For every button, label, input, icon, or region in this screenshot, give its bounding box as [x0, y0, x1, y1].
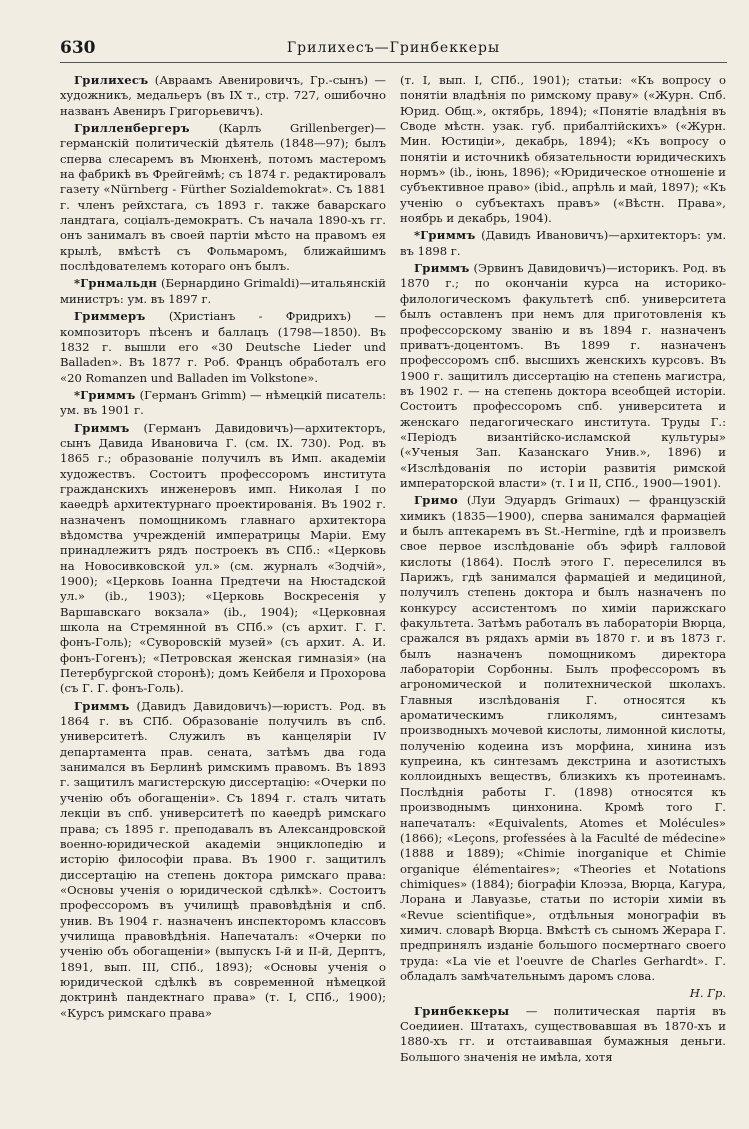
entry-headword: Гринбеккеры — [414, 1003, 510, 1018]
entry — [60, 73, 386, 119]
entry-headword: Грилленбергеръ — [74, 121, 190, 136]
entry — [400, 228, 726, 259]
entry-continuation — [400, 73, 726, 226]
entry — [60, 699, 386, 1021]
entry — [60, 276, 386, 307]
entry-headword: Гриммеръ — [74, 309, 146, 324]
entry-text: (Германъ Grimm) — нѣмецкій писатель: ум. въ 1901 г. — [60, 387, 387, 418]
text-columns — [60, 73, 727, 1067]
entry — [400, 493, 726, 984]
page-header — [60, 38, 727, 63]
entry-headword: Гриммъ — [414, 261, 470, 276]
left-column — [60, 73, 386, 1067]
entry-star: * — [74, 276, 81, 291]
entry-headword: Грилихесъ — [74, 73, 149, 87]
entry-star: * — [74, 387, 81, 402]
entry-text: (Эрвинъ Давидовичъ)—историкъ. Род. въ 1870 г.; по окончаніи курса на историко-филологическомъ факультетѣ спб. университета былъ оставленъ при немъ для приготовленія къ профессорскому званію и въ 1894 г. назначенъ приватъ-доцентомъ. Въ 1899 г. назначенъ профессоромъ спб. высшихъ женскихъ курсовъ. Въ 1900 г. защитилъ диссертацію на степень магистра, въ 1902 г. — на степень доктора всеобщей исторіи. Состоитъ профессоромъ спб. университета и женскаго педагогическаго института. Труды Г.: «Періодъ византійско-исламской культуры» («Ученыя Зап. Казанскаго Унив.», 1896) и «Изслѣдованія по исторіи развитія римской императорской власти» (т. I и II, СПб., 1900—1901). — [400, 261, 727, 490]
entry — [400, 261, 726, 491]
entry-headword: Грнмальдн — [80, 276, 158, 291]
entry — [60, 421, 386, 697]
entry-headword: Гриммъ — [74, 420, 130, 435]
entry-text: (Германъ Давидовичъ)—архитекторъ, сынъ Давида Ивановича Г. (см. IX. 730). Род. въ 1865 г.; образованіе получилъ въ Имп. академіи художествъ. Состоитъ профессоромъ института гражданскихъ инженеровъ имп. Николая I по каѳедрѣ архитектурнаго проектированія. Въ 1902 г. назначенъ помощникомъ главнаго архитектора вѣдомства учрежденій императрицы Маріи. Ему принадлежитъ рядъ построекъ въ СПб.: «Церковь на Новосивковской ул.» (см. журналъ «Зодчій», 1900); «Церковь Іоанна Предтечи на Нюстадской ул.» (ib., 1903); «Церковь Воскресенія у Варшавскаго вокзала» (ib., 1904); «Церковная школа на Стремянной въ СПб.» (съ архит. Г. Г. фонъ-Голь); «Суворовскій музей» (съ архит. А. И. фонъ-Гогенъ); «Петровская женская гимназія» (на Петербургской сторонѣ); домъ Кейбеля и Прохорова (съ Г. Г. фонъ-Голь). — [60, 420, 386, 696]
entry — [400, 1004, 726, 1065]
entry-text: (Авраамъ Авенировичъ, Гр.-сынъ) — художникъ, медальеръ (въ IX т., стр. 727, ошибочно названъ Авениръ Григорьевичъ). — [60, 73, 386, 118]
entry-headword: Гриммъ — [74, 698, 130, 713]
entry — [60, 388, 386, 419]
page-number: 630 — [60, 38, 96, 58]
author-signature: Н. Гр. — [689, 986, 726, 1001]
entry-text: (Давидъ Ивановичъ)—архитекторъ: ум. въ 1898 г. — [400, 228, 727, 258]
entry-text: (Карлъ Grillenberger)—германскій политическій дѣятель (1848—97); былъ сперва слесаремъ въ Мюнхенѣ, потомъ мастеромъ на фабрикѣ въ Фрейгеймѣ; съ 1874 г. редактировалъ газету «Nürnberg - Fürther Sozialdemokrat». Съ 1881 г. членъ рейхстага, съ 1893 г. также баварскаго ландтага, соціалъ-демократъ. Съ начала 1890-хъ гг. онъ занималъ въ своей партіи мѣсто на правомъ ея крылѣ, вмѣстѣ съ Фольмаромъ, ближайшимъ послѣдователемъ котораго онъ былъ. — [60, 121, 387, 274]
running-head: Грилихесъ—Гринбеккеры — [286, 40, 501, 56]
entry-text: (Луи Эдуардъ Grimaux) — французскій химикъ (1835—1900), сперва занимался фармаціей и былъ аптекаремъ въ St.-Hermine, гдѣ и произвелъ свое первое изслѣдованіе объ эфирѣ галловой кислоты (1864). Послѣ этого Г. переселился въ Парижъ, гдѣ занимался фармаціей и медициной, получилъ степень доктора и былъ назначенъ по конкурсу ассистентомъ по химіи парижскаго факультета. Затѣмъ работалъ въ лабораторіи Вюрца, сражался въ рядахъ арміи въ 1870 г. и въ 1873 г. былъ назначенъ помощникомъ директора лабораторіи Сорбонны. Былъ профессоромъ въ агрономической и политехнической школахъ. Главныя изслѣдованія Г. относятся къ ароматическимъ гликолямъ, синтезамъ производныхъ мочевой кислоты, лимонной кислоты, полученію кодеина изъ морфина, хинина изъ купреина, къ синтезамъ декстрина и азотистыхъ коллоидныхъ веществъ, близкихъ къ протеинамъ. Послѣднія работы Г. (1898) относятся къ производнымъ цинхонина. Кромѣ того Г. напечаталъ: «Equivalents, Atomes et Molécules» (1866); «Leçons, professées à la Faculté de médecine» (1888 и 1889); «Chimie inorganique et Chimie organique élémentaires»; «Theories et Notations chimiques» (1884); біографіи Клоэза, Вюрца, Кагура, Лорана и Лавуазье, статьи по исторіи химіи въ «Revue scientifique», отдѣльныя монографіи въ химич. словарѣ Вюрца. Вмѣстѣ съ сыномъ Жерара Г. предпринялъ изданіе большого посмертнаго своего труда: «La vie et l'oeuvre de Charles Gerhardt». Г. обладалъ замѣчательнымъ даромъ слова. — [400, 493, 726, 983]
entry-star: * — [414, 228, 421, 243]
right-column — [400, 73, 726, 1067]
entry-text: — политическая партія въ Соедииен. Штатахъ, существовавшая въ 1870-хъ и 1880-хъ гг. и отстаивавшая бумажныя деньги. Большого значенія не имѣла, хотя — [400, 1003, 727, 1064]
entry-headword: Гримо — [414, 493, 459, 508]
entry — [60, 121, 386, 274]
entry-headword: Гриммъ — [420, 228, 476, 243]
entry — [60, 309, 386, 386]
entry-text: (Давидъ Давидовичъ)—юристъ. Род. въ 1864 г. въ СПб. Образованіе получилъ въ спб. университетѣ. Служилъ въ канцеляріи IV департамента прав. сената, затѣмъ два года занимался въ Берлинѣ римскимъ правомъ. Въ 1893 г. защитилъ магистерскую диссертацію: «Очерки по ученію объ обогащеніи». Съ 1894 г. сталъ читать лекціи въ спб. университетѣ по каѳедрѣ римскаго права; съ 1895 г. преподавалъ въ Александровской военно-юридической академіи энциклопедію и исторію философіи права. Въ 1900 г. защитилъ диссертацію на степень доктора римскаго права: «Основы ученія о юридической сдѣлкѣ». Состоитъ профессоромъ въ училищѣ правовѣдѣнія и спб. унив. Въ 1904 г. назначенъ инспекторомъ классовъ училища правовѣдѣнія. Напечаталъ: «Очерки по ученію объ обогащеніи» (выпускъ I-й и II-й, Дерптъ, 1891, вып. III, СПб., 1893); «Основы ученія о юридической сдѣлкѣ въ современной нѣмецкой доктринѣ пандектнаго права» (т. I, СПб., 1900); «Курсъ римскаго права» — [60, 698, 387, 1020]
entry-text: (Бернардино Grimaldi)—итальянскій министръ: ум. въ 1897 г. — [60, 276, 386, 306]
entry-headword: Гриммъ — [80, 387, 136, 402]
entry-text: (Христіанъ - Фридрихъ) — композиторъ пѣсенъ и баллацъ (1798—1850). Въ 1832 г. вышли его «30 Deutsche Lieder und Balladen». Въ 1877 г. Роб. Францъ обработалъ его «20 Romanzen und Balladen im Volkstone». — [60, 309, 387, 385]
entry-text: (т. I, вып. I, СПб., 1901); статьи: «Къ вопросу о понятіи владѣнія по римскому праву» («Журн. Спб. Юрид. Общ.», октябрь, 1894); «Понятіе владѣнія въ Своде мѣстн. узак. губ. прибалтійскихъ» («Журн. Мин. Юстиціи», декабрь, 1894); «Къ вопросу о понятіи и источникѣ обязательности юридическихъ нормъ» (ib., іюнь, 1896); «Юридическое отношеніе и субъективное право» (ibid., апрѣль и май, 1897); «Къ ученію о субъектахъ правъ» («Вѣстн. Права», ноябрь и декабрь, 1904). — [400, 73, 726, 226]
